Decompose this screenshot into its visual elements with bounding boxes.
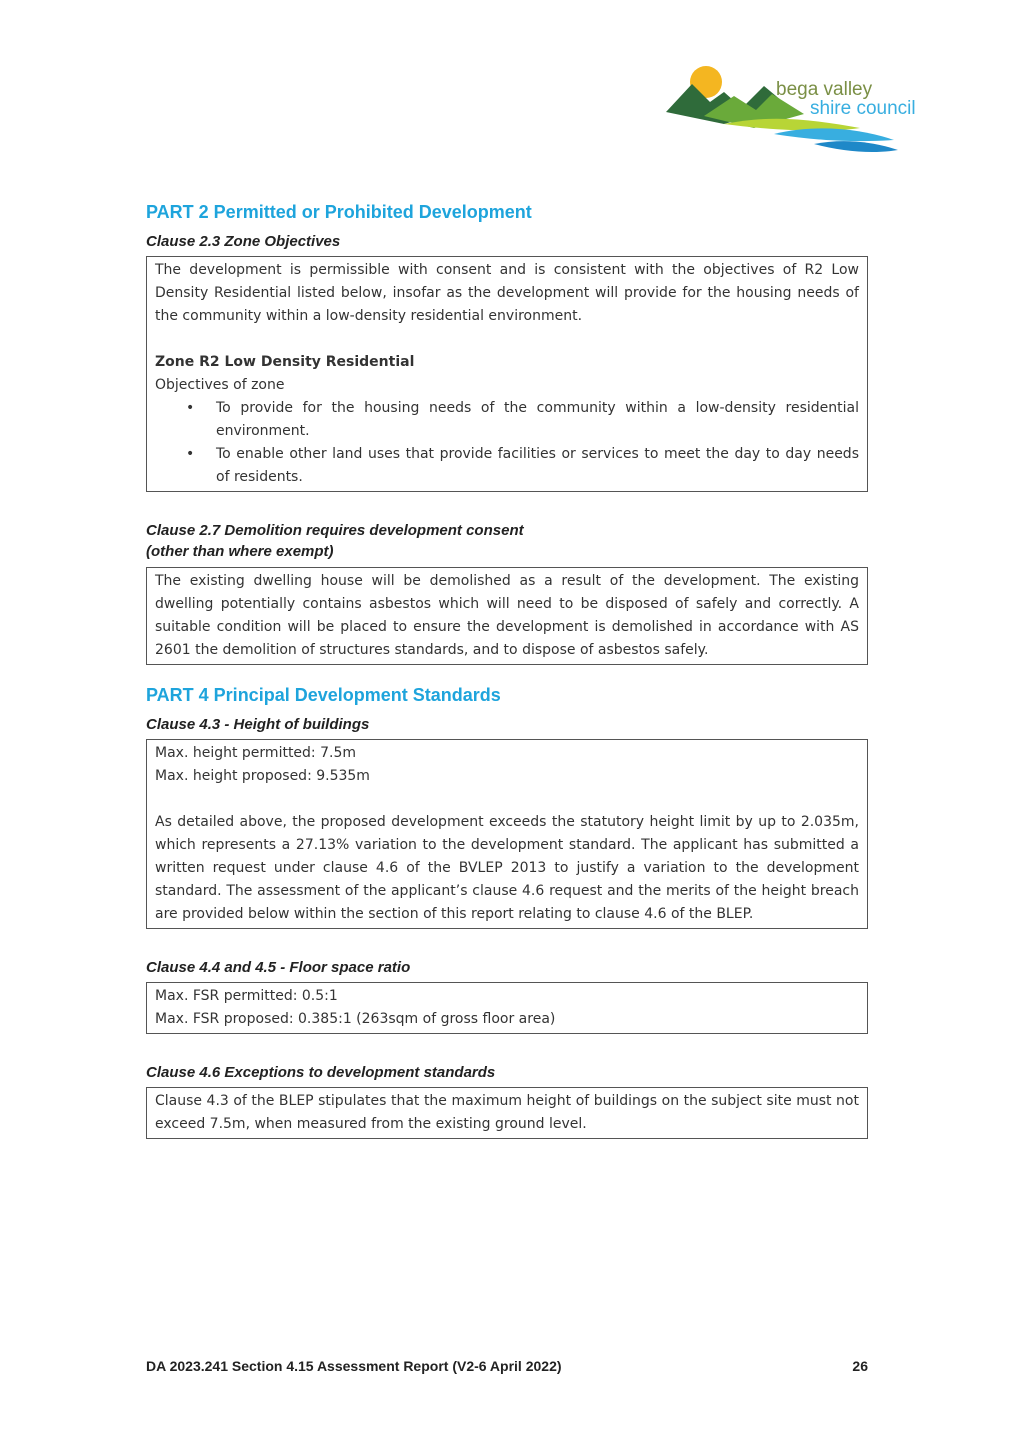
clause-4-3-box (146, 739, 868, 929)
height-permitted: Max. height permitted: 7.5m (155, 745, 357, 761)
footer-report-title: DA 2023.241 Section 4.15 Assessment Report (V2-6 April 2022) (146, 1358, 562, 1374)
clause-4-6-body: Clause 4.3 of the BLEP stipulates that the maximum height of buildings on the subject site must not exceed 7.5m, when measured from the existing ground level. (155, 1093, 859, 1132)
clause-2-7-title-line2: (other than where exempt) (146, 543, 334, 560)
clause-4-3-title: Clause 4.3 - Height of buildings (146, 716, 370, 733)
bega-valley-logo (664, 62, 940, 158)
clause-2-3-box (146, 256, 868, 492)
logo-text-line1: bega valley (776, 79, 873, 100)
zone-title: Zone R2 Low Density Residential (155, 354, 415, 370)
page-number: 26 (852, 1358, 868, 1374)
fsr-permitted: Max. FSR permitted: 0.5:1 (155, 988, 338, 1004)
part2-heading: PART 2 Permitted or Prohibited Development (146, 202, 532, 222)
clause-4-4-title: Clause 4.4 and 4.5 - Floor space ratio (146, 959, 411, 976)
clause-4-6-title: Clause 4.6 Exceptions to development standards (146, 1064, 496, 1081)
clause-2-3-title: Clause 2.3 Zone Objectives (146, 233, 341, 250)
clause-4-3-body: As detailed above, the proposed development exceeds the statutory height limit by up to 2.035m, which represents a 27.13% variation to the development standard. The applicant has submitted a written request under clause 4.6 of the BVLEP 2013 to justify a variation to the development standard. The assessment of the applicant’s clause 4.6 request and the merits of the height breach are provided below within the section of this report relating to clause 4.6 of the BLEP. (155, 814, 859, 922)
clause-4-4-box (146, 982, 868, 1034)
clause-2-3-intro: The development is permissible with consent and is consistent with the objectives of R2 Low Density Residential listed below, insofar as the development will provide for the housing needs of the community within a low-density residential environment. (155, 262, 859, 324)
page-footer (146, 1356, 868, 1376)
height-proposed: Max. height proposed: 9.535m (155, 768, 370, 784)
logo-text-line2: shire council (810, 98, 916, 119)
clause-4-6-box (146, 1087, 868, 1139)
objectives-list (155, 397, 859, 489)
report-content (146, 200, 868, 1139)
clause-2-7-box (146, 567, 868, 665)
part4-heading: PART 4 Principal Development Standards (146, 685, 501, 705)
objective-item: • To enable other land uses that provide facilities or services to meet the day to day needs of residents. (216, 443, 859, 489)
objective-item: • To provide for the housing needs of the community within a low-density residential environment. (216, 397, 859, 443)
clause-2-7-title-line1: Clause 2.7 Demolition requires development consent (146, 522, 524, 539)
fsr-proposed: Max. FSR proposed: 0.385:1 (263sqm of gross floor area) (155, 1011, 556, 1027)
objectives-label: Objectives of zone (155, 377, 285, 393)
clause-2-7-body: The existing dwelling house will be demolished as a result of the development. The existing dwelling potentially contains asbestos which will need to be disposed of safely and correctly. A suitable condition will be placed to ensure the development is demolished in accordance with AS 2601 the demolition of structures standards, and to dispose of asbestos safely. (155, 573, 859, 658)
